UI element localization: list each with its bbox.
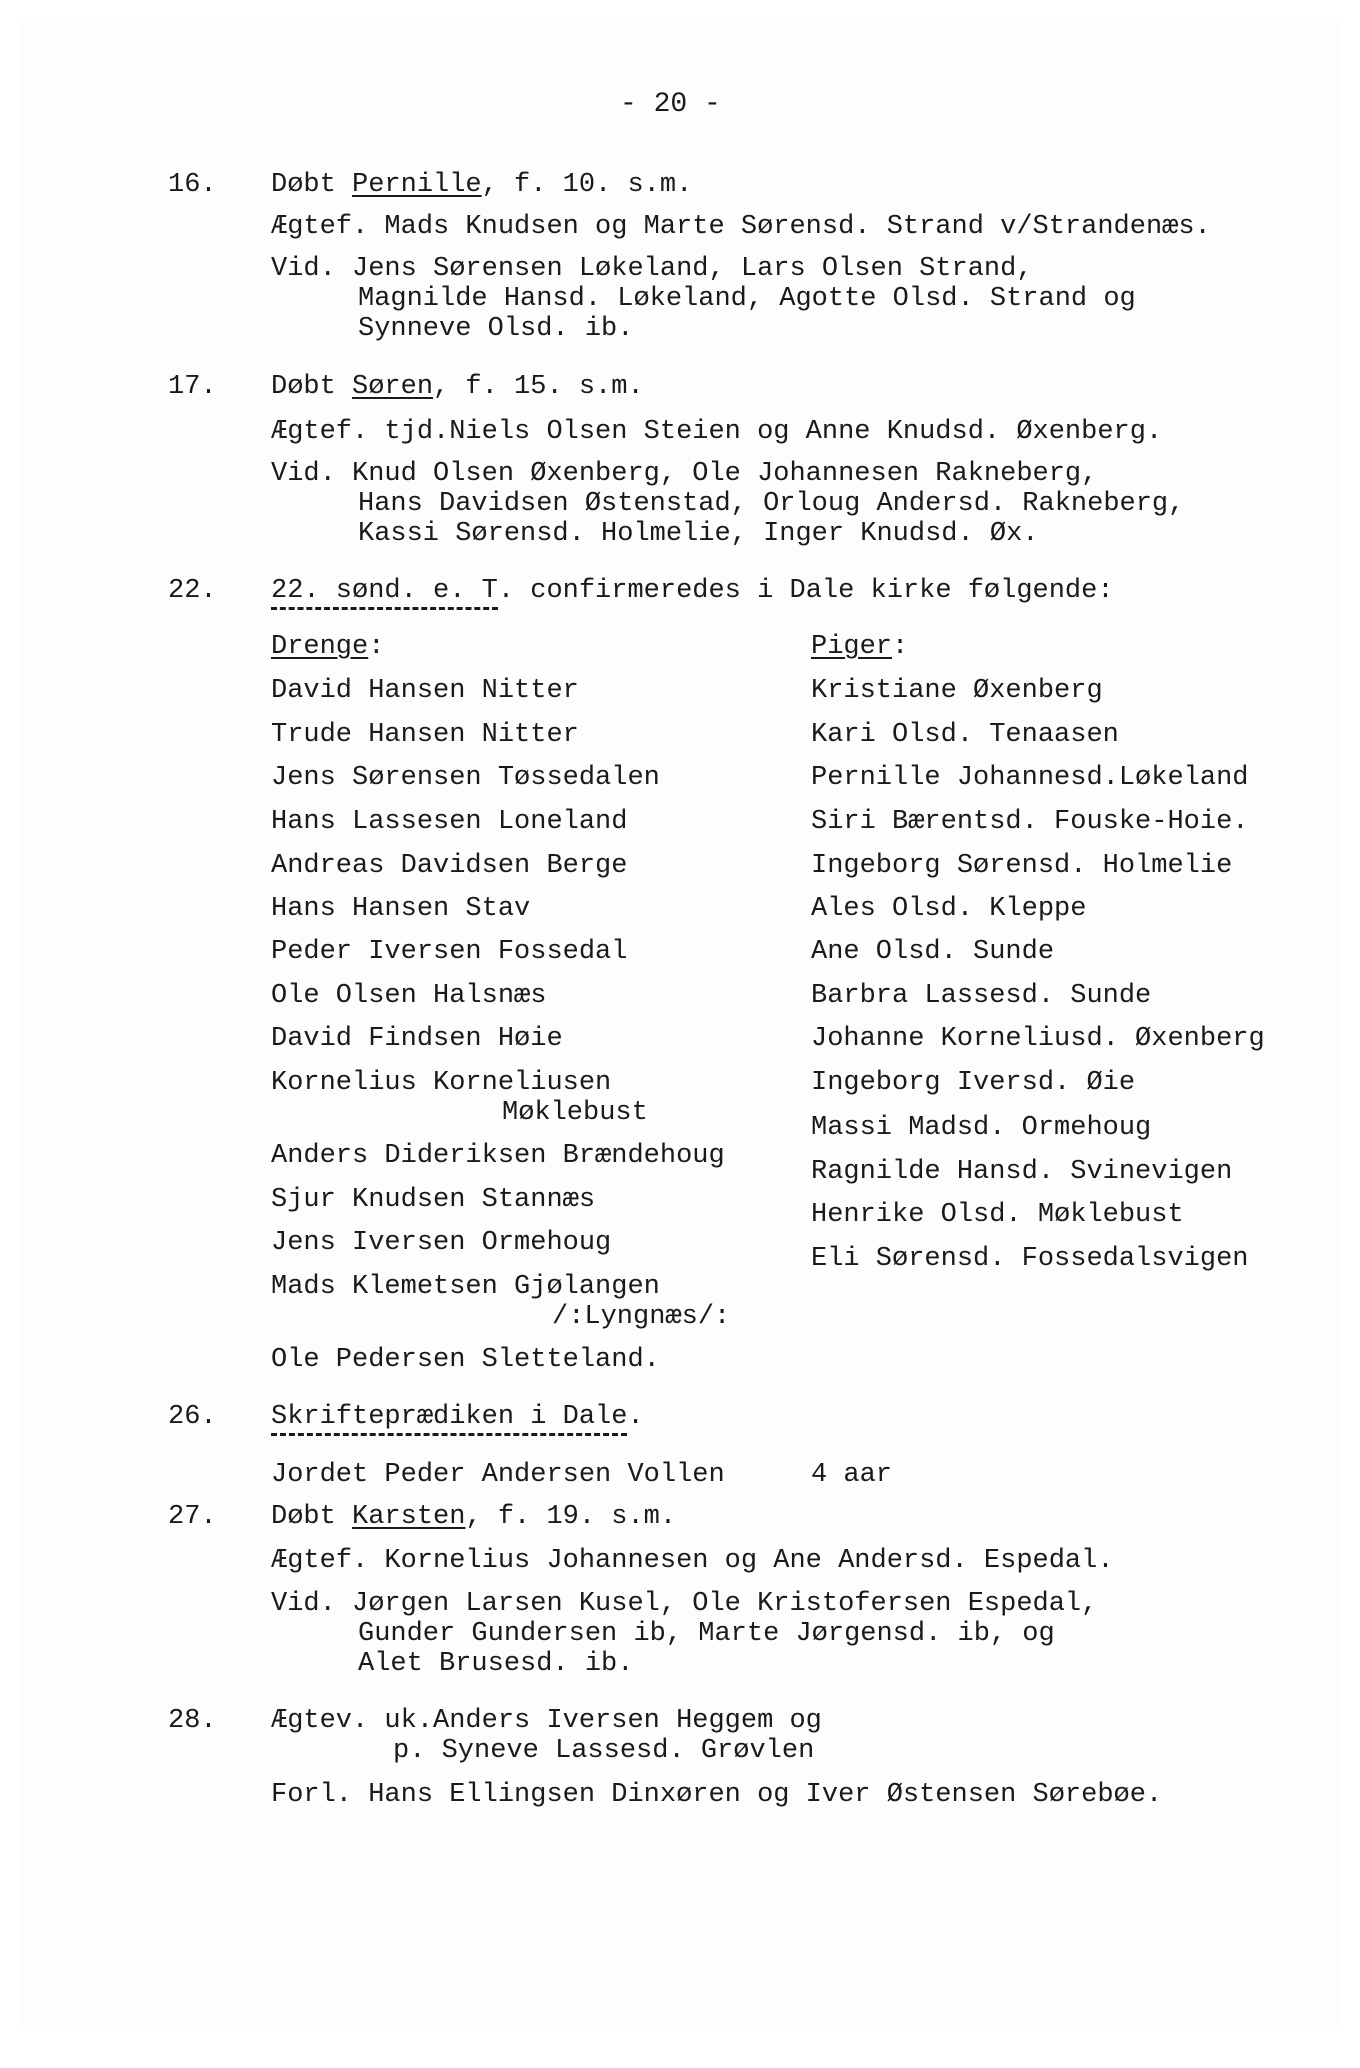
witnesses-line: Synneve Olsd. ib. bbox=[358, 314, 634, 344]
boy-name: Ole Pedersen Sletteland. bbox=[271, 1345, 660, 1375]
witnesses-line: Kassi Sørensd. Holmelie, Inger Knudsd. Øx. bbox=[358, 519, 1039, 549]
girl-name: Massi Madsd. Ormehoug bbox=[811, 1113, 1152, 1143]
witnesses-line: Vid. Jørgen Larsen Kusel, Ole Kristofersen Espedal, bbox=[271, 1589, 1098, 1619]
document-page bbox=[20, 20, 1340, 2028]
girl-name: Ragnilde Hansd. Svinevigen bbox=[811, 1157, 1233, 1187]
boy-name: Anders Dideriksen Brændehoug bbox=[271, 1141, 725, 1171]
child-name: Karsten bbox=[352, 1502, 466, 1532]
girl-name: Ane Olsd. Sunde bbox=[811, 937, 1055, 967]
girl-name: Ales Olsd. Kleppe bbox=[811, 894, 1087, 924]
girl-name: Johanne Korneliusd. Øxenberg bbox=[811, 1024, 1265, 1054]
witnesses-line: Hans Davidsen Østenstad, Orloug Andersd. Rakneberg, bbox=[358, 489, 1185, 519]
parents-line: Ægtef. Mads Knudsen og Marte Sørensd. Strand v/Strandenæs. bbox=[271, 212, 1211, 242]
boy-name: Hans Hansen Stav bbox=[271, 894, 531, 924]
witnesses-line: Gunder Gundersen ib, Marte Jørgensd. ib, og bbox=[358, 1619, 1055, 1649]
boy-name: Sjur Knudsen Stannæs bbox=[271, 1185, 596, 1215]
text: . bbox=[627, 1402, 644, 1432]
entry-number: 22. bbox=[168, 576, 217, 606]
boy-name: Peder Iversen Fossedal bbox=[271, 937, 628, 967]
guarantors-line: Forl. Hans Ellingsen Dinxøren og Iver Østensen Sørebøe. bbox=[271, 1780, 1163, 1810]
witnesses-line: Magnilde Hansd. Løkeland, Agotte Olsd. Strand og bbox=[358, 284, 1136, 314]
text: , f. 19. s.m. bbox=[465, 1502, 677, 1532]
sermon-heading bbox=[271, 1402, 644, 1432]
boy-name: Jens Iversen Ormehoug bbox=[271, 1228, 612, 1258]
boy-name-continuation: Møklebust bbox=[502, 1098, 648, 1128]
page-number: - 20 - bbox=[620, 89, 721, 120]
confirmation-heading bbox=[271, 576, 1114, 606]
baptism-line bbox=[271, 372, 644, 402]
boy-name: David Hansen Nitter bbox=[271, 676, 579, 706]
heading-date: 22. sønd. e. T bbox=[271, 576, 498, 610]
boy-name: Ole Olsen Halsnæs bbox=[271, 981, 547, 1011]
burial-age: 4 aar bbox=[811, 1460, 893, 1490]
text: Døbt bbox=[271, 1502, 353, 1532]
girls-label: Piger bbox=[811, 632, 893, 662]
entry-number: 17. bbox=[168, 372, 217, 402]
marriage-line: Ægtev. uk.Anders Iversen Heggem og bbox=[271, 1706, 822, 1736]
text: Døbt bbox=[271, 170, 353, 200]
boy-name: David Findsen Høie bbox=[271, 1024, 563, 1054]
text: , f. 10. s.m. bbox=[481, 170, 693, 200]
girls-heading: Piger: bbox=[811, 632, 909, 662]
boy-name: Trude Hansen Nitter bbox=[271, 720, 579, 750]
boy-name-continuation: /:Lyngnæs/: bbox=[552, 1302, 731, 1332]
girl-name: Kristiane Øxenberg bbox=[811, 676, 1103, 706]
heading-text: . confirmeredes i Dale kirke følgende: bbox=[497, 576, 1114, 606]
sermon-title: Skrifteprædiken i Dale bbox=[271, 1402, 627, 1436]
boy-name: Andreas Davidsen Berge bbox=[271, 851, 628, 881]
girl-name: Henrike Olsd. Møklebust bbox=[811, 1200, 1184, 1230]
child-name: Søren bbox=[352, 372, 434, 402]
text: Døbt bbox=[271, 372, 353, 402]
witnesses-line: Vid. Jens Sørensen Løkeland, Lars Olsen Strand, bbox=[271, 254, 1033, 284]
girl-name: Ingeborg Sørensd. Holmelie bbox=[811, 851, 1233, 881]
girl-name: Barbra Lassesd. Sunde bbox=[811, 981, 1152, 1011]
entry-number: 26. bbox=[168, 1402, 217, 1432]
boy-name: Jens Sørensen Tøssedalen bbox=[271, 763, 660, 793]
parents-line: Ægtef. tjd.Niels Olsen Steien og Anne Knudsd. Øxenberg. bbox=[271, 417, 1163, 447]
parents-line: Ægtef. Kornelius Johannesen og Ane Andersd. Espedal. bbox=[271, 1546, 1114, 1576]
girl-name: Ingeborg Iversd. Øie bbox=[811, 1068, 1136, 1098]
boy-name: Hans Lassesen Loneland bbox=[271, 807, 628, 837]
boy-name: Mads Klemetsen Gjølangen bbox=[271, 1272, 660, 1302]
boys-heading: Drenge: bbox=[271, 632, 385, 662]
marriage-line: p. Syneve Lassesd. Grøvlen bbox=[393, 1736, 815, 1766]
burial-line: Jordet Peder Andersen Vollen bbox=[271, 1460, 725, 1490]
witnesses-line: Vid. Knud Olsen Øxenberg, Ole Johannesen Rakneberg, bbox=[271, 459, 1098, 489]
boy-name: Kornelius Korneliusen bbox=[271, 1068, 612, 1098]
text: , f. 15. s.m. bbox=[433, 372, 644, 402]
boys-label: Drenge bbox=[271, 632, 369, 662]
entry-number: 16. bbox=[168, 170, 217, 200]
baptism-line bbox=[271, 1502, 676, 1532]
girl-name: Pernille Johannesd.Løkeland bbox=[811, 763, 1249, 793]
witnesses-line: Alet Brusesd. ib. bbox=[358, 1649, 634, 1679]
child-name: Pernille bbox=[352, 170, 482, 200]
baptism-line bbox=[271, 170, 692, 200]
girl-name: Eli Sørensd. Fossedalsvigen bbox=[811, 1244, 1249, 1274]
girl-name: Siri Bærentsd. Fouske-Hoie. bbox=[811, 807, 1249, 837]
entry-number: 27. bbox=[168, 1502, 217, 1532]
entry-number: 28. bbox=[168, 1706, 217, 1736]
girl-name: Kari Olsd. Tenaasen bbox=[811, 720, 1119, 750]
